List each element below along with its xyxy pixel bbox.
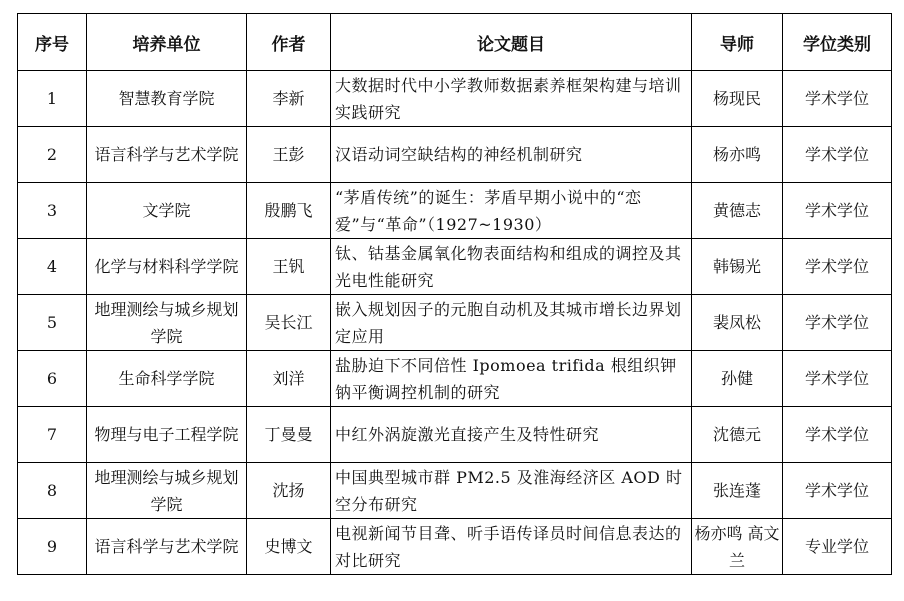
header-advisor: 导师 — [692, 14, 783, 71]
table-row — [18, 71, 892, 127]
cell-unit: 语言科学与艺术学院 — [87, 127, 247, 183]
table-row — [18, 519, 892, 575]
cell-title: 汉语动词空缺结构的神经机制研究 — [331, 127, 692, 183]
table-row — [18, 407, 892, 463]
cell-author: 史博文 — [247, 519, 331, 575]
cell-author: 王钒 — [247, 239, 331, 295]
cell-advisor: 孙健 — [692, 351, 783, 407]
table-row — [18, 351, 892, 407]
cell-advisor: 韩锡光 — [692, 239, 783, 295]
table-row — [18, 463, 892, 519]
cell-author: 王彭 — [247, 127, 331, 183]
cell-degree: 学术学位 — [783, 463, 892, 519]
cell-title: “茅盾传统”的诞生：茅盾早期小说中的“恋爱”与“革命”（1927~1930） — [331, 183, 692, 239]
cell-unit: 地理测绘与城乡规划学院 — [87, 295, 247, 351]
header-author: 作者 — [247, 14, 331, 71]
cell-unit: 生命科学学院 — [87, 351, 247, 407]
cell-index: 2 — [18, 127, 87, 183]
cell-author: 吴长江 — [247, 295, 331, 351]
cell-title: 盐胁迫下不同倍性 Ipomoea trifida 根组织钾钠平衡调控机制的研究 — [331, 351, 692, 407]
cell-author: 沈扬 — [247, 463, 331, 519]
cell-advisor: 裴凤松 — [692, 295, 783, 351]
cell-title: 中红外涡旋激光直接产生及特性研究 — [331, 407, 692, 463]
cell-title: 电视新闻节目聋、听手语传译员时间信息表达的对比研究 — [331, 519, 692, 575]
cell-index: 1 — [18, 71, 87, 127]
cell-title: 钛、钴基金属氧化物表面结构和组成的调控及其光电性能研究 — [331, 239, 692, 295]
header-degree: 学位类别 — [783, 14, 892, 71]
cell-title: 中国典型城市群 PM2.5 及淮海经济区 AOD 时空分布研究 — [331, 463, 692, 519]
cell-degree: 学术学位 — [783, 127, 892, 183]
cell-advisor: 张连蓬 — [692, 463, 783, 519]
cell-unit: 物理与电子工程学院 — [87, 407, 247, 463]
cell-index: 7 — [18, 407, 87, 463]
cell-degree: 学术学位 — [783, 71, 892, 127]
header-row — [18, 14, 892, 71]
cell-author: 李新 — [247, 71, 331, 127]
cell-author: 刘洋 — [247, 351, 331, 407]
cell-advisor: 黄德志 — [692, 183, 783, 239]
table-row — [18, 127, 892, 183]
cell-index: 4 — [18, 239, 87, 295]
cell-unit: 化学与材料科学学院 — [87, 239, 247, 295]
cell-unit: 语言科学与艺术学院 — [87, 519, 247, 575]
cell-unit: 文学院 — [87, 183, 247, 239]
cell-title: 嵌入规划因子的元胞自动机及其城市增长边界划定应用 — [331, 295, 692, 351]
cell-advisor: 沈德元 — [692, 407, 783, 463]
thesis-table — [17, 13, 892, 575]
cell-title: 大数据时代中小学教师数据素养框架构建与培训实践研究 — [331, 71, 692, 127]
cell-index: 9 — [18, 519, 87, 575]
table-row — [18, 239, 892, 295]
table-row — [18, 183, 892, 239]
cell-index: 3 — [18, 183, 87, 239]
cell-index: 6 — [18, 351, 87, 407]
cell-unit: 智慧教育学院 — [87, 71, 247, 127]
cell-advisor: 杨现民 — [692, 71, 783, 127]
header-index: 序号 — [18, 14, 87, 71]
cell-degree: 专业学位 — [783, 519, 892, 575]
header-title: 论文题目 — [331, 14, 692, 71]
cell-degree: 学术学位 — [783, 407, 892, 463]
cell-index: 8 — [18, 463, 87, 519]
header-unit: 培养单位 — [87, 14, 247, 71]
cell-advisor: 杨亦鸣 — [692, 127, 783, 183]
cell-degree: 学术学位 — [783, 183, 892, 239]
cell-index: 5 — [18, 295, 87, 351]
cell-degree: 学术学位 — [783, 295, 892, 351]
cell-degree: 学术学位 — [783, 239, 892, 295]
cell-degree: 学术学位 — [783, 351, 892, 407]
cell-author: 丁曼曼 — [247, 407, 331, 463]
cell-author: 殷鹏飞 — [247, 183, 331, 239]
table-row — [18, 295, 892, 351]
cell-advisor: 杨亦鸣 高文兰 — [692, 519, 783, 575]
cell-unit: 地理测绘与城乡规划学院 — [87, 463, 247, 519]
